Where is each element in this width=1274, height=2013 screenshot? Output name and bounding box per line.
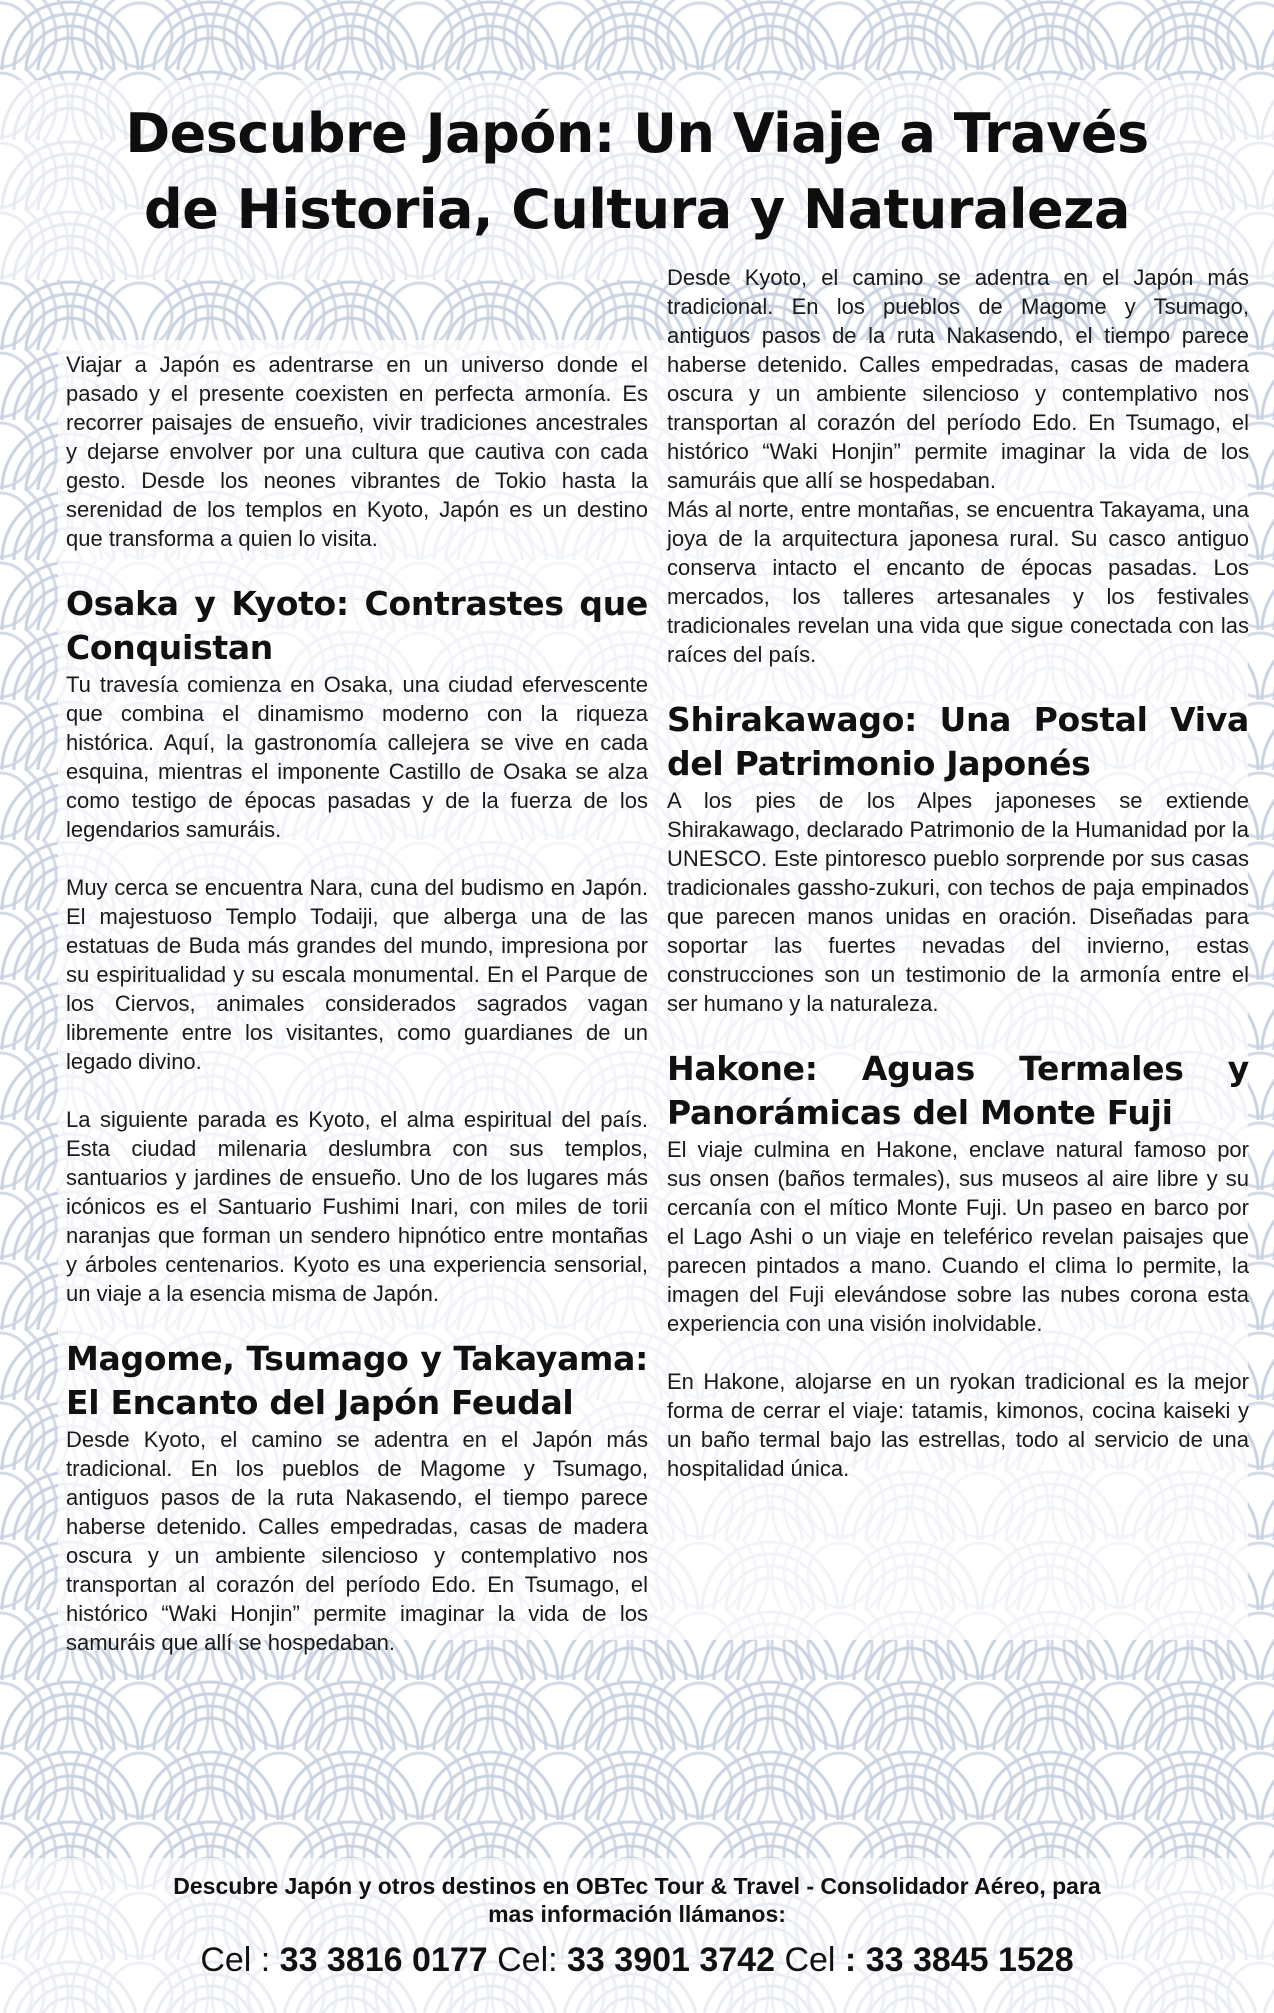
section-heading-shirakawago: Shirakawago: Una Postal Viva del Patrimonio Japonés: [667, 700, 1249, 783]
title-line-1: Descubre Japón: Un Viaje a Través: [125, 102, 1149, 165]
footer-cta-line-2: mas información llámanos:: [488, 1901, 786, 1927]
phone-label-3: Cel: [775, 1941, 845, 1979]
title-line-2: de Historia, Cultura y Naturaleza: [144, 178, 1130, 241]
osaka-paragraph: Tu travesía comienza en Osaka, una ciudad efervescente que combina el dinamismo moderno con la riqueza histórica. Aquí, la gastronomía callejera se vive en cada esquina, mientras el imponente Castillo de Osaka se alza como testigo de épocas pasadas y de la fuerza de los legendarios samuráis.: [66, 672, 648, 842]
magome-paragraph-continued: [667, 265, 1249, 493]
section-heading-magome: Magome, Tsumago y Takayama: El Encanto del Japón Feudal: [66, 1339, 648, 1422]
phone-numbers: [100, 1938, 1174, 1982]
phone-label-1: Cel :: [200, 1941, 280, 1979]
kyoto-paragraph: La siguiente parada es Kyoto, el alma espiritual del país. Esta ciudad milenaria deslumbra con sus templos, santuarios y jardines de ensueño. Uno de los lugares más icónicos es el Santuario Fushimi Inari, con miles de torii naranjas que forman un sendero hipnótico entre montañas y árboles centenarios. Kyoto es una experiencia sensorial, un viaje a la esencia misma de Japón.: [66, 1107, 648, 1306]
ryokan-paragraph: En Hakone, alojarse en un ryokan tradicional es la mejor forma de cerrar el viaje: tatamis, kimonos, cocina kaiseki y un baño termal bajo las estrellas, todo al servicio de una hospitalidad única.: [667, 1369, 1249, 1481]
nara-paragraph: Muy cerca se encuentra Nara, cuna del budismo en Japón. El majestuoso Templo Todaiji, que alberga una de las estatuas de Buda más grandes del mundo, impresiona por su espiritualidad y su escala monumental. En el Parque de los Ciervos, animales considerados sagrados vagan libremente entre los visitantes, como guardianes de un legado divino.: [66, 875, 648, 1074]
right-column: [667, 265, 1249, 1512]
section-heading-hakone: Hakone: Aguas Termales y Panorámicas del Monte Fuji: [667, 1049, 1249, 1132]
magome-continued-text: [667, 263, 1249, 495]
section-heading-osaka: Osaka y Kyoto: Contrastes que Conquistan: [66, 584, 648, 667]
hakone-paragraph: El viaje culmina en Hakone, enclave natural famoso por sus onsen (baños termales), sus museos al aire libre y su cercanía con el mítico Monte Fuji. Un paseo en barco por el Lago Ashi o un viaje en teleférico revelan paisajes que parecen pintados a mano. Cuando el clima lo permite, la imagen del Fuji elevándose sobre las nubes corona esta experiencia con una visión inolvidable.: [667, 1137, 1249, 1336]
phone-label-2: Cel:: [487, 1941, 568, 1979]
takayama-paragraph: Más al norte, entre montañas, se encuentra Takayama, una joya de la arquitectura japonesa rural. Su casco antiguo conserva intacto el encanto de épocas pasadas. Los mercados, los talleres artesanales y los festivales tradicionales revelan una vida que sigue conectada con las raíces del país.: [667, 497, 1249, 667]
phone-number-1[interactable]: 33 3816 0177: [279, 1941, 488, 1979]
page-title: [60, 96, 1214, 248]
footer-cta-line-1: Descubre Japón y otros destinos en OBTec Tour & Travel - Consolidador Aéreo, para: [173, 1873, 1101, 1899]
phone-number-3[interactable]: : 33 3845 1528: [844, 1941, 1074, 1979]
magome-paragraph: Desde Kyoto, el camino se adentra en el Japón más tradicional. En los pueblos de Magome y Tsumago, antiguos pasos de la ruta Nakasendo, el tiempo parece haberse detenido. Calles empedradas, casas de madera oscura y un ambiente silencioso y contemplativo nos transportan al corazón del período Edo. En Tsumago, el histórico “Waki Honjin” permite imaginar la vida de los samuráis que allí se hospedaban.: [66, 1427, 648, 1655]
magome-continued-lead: Desde Kyoto, el camino se adentra en el Japón más tradicional. En los pueblos de Magome y Tsumago, antiguos pasos de la ruta Nakasendo, el tiempo parece haberse detenido. Calles empedradas, casas de madera oscura y un ambiente silencioso y contemplativo nos transportan al corazón del período Edo. En Tsumago, el histórico “Waki Honjin” permite imaginar la vida de los samuráis que allí se hospedaban.: [667, 265, 1249, 493]
intro-paragraph: Viajar a Japón es adentrarse en un universo donde el pasado y el presente coexisten en perfecta armonía. Es recorrer paisajes de ensueño, vivir tradiciones ancestrales y dejarse envolver por una cultura que cautiva con cada gesto. Desde los neones vibrantes de Tokio hasta la serenidad de los templos en Kyoto, Japón es un destino que transforma a quien lo visita.: [66, 352, 648, 551]
phone-number-2[interactable]: 33 3901 3742: [567, 1941, 775, 1979]
shirakawago-paragraph: A los pies de los Alpes japoneses se extiende Shirakawago, declarado Patrimonio de la Humanidad por la UNESCO. Este pintoresco pueblo sorprende por sus casas tradicionales gassho-zukuri, con techos de paja empinados que parecen manos unidas en oración. Diseñadas para soportar las fuertes nevadas del invierno, estas construcciones son un testimonio de la armonía entre el ser humano y la naturaleza.: [667, 788, 1249, 1016]
left-column: [66, 350, 648, 1655]
